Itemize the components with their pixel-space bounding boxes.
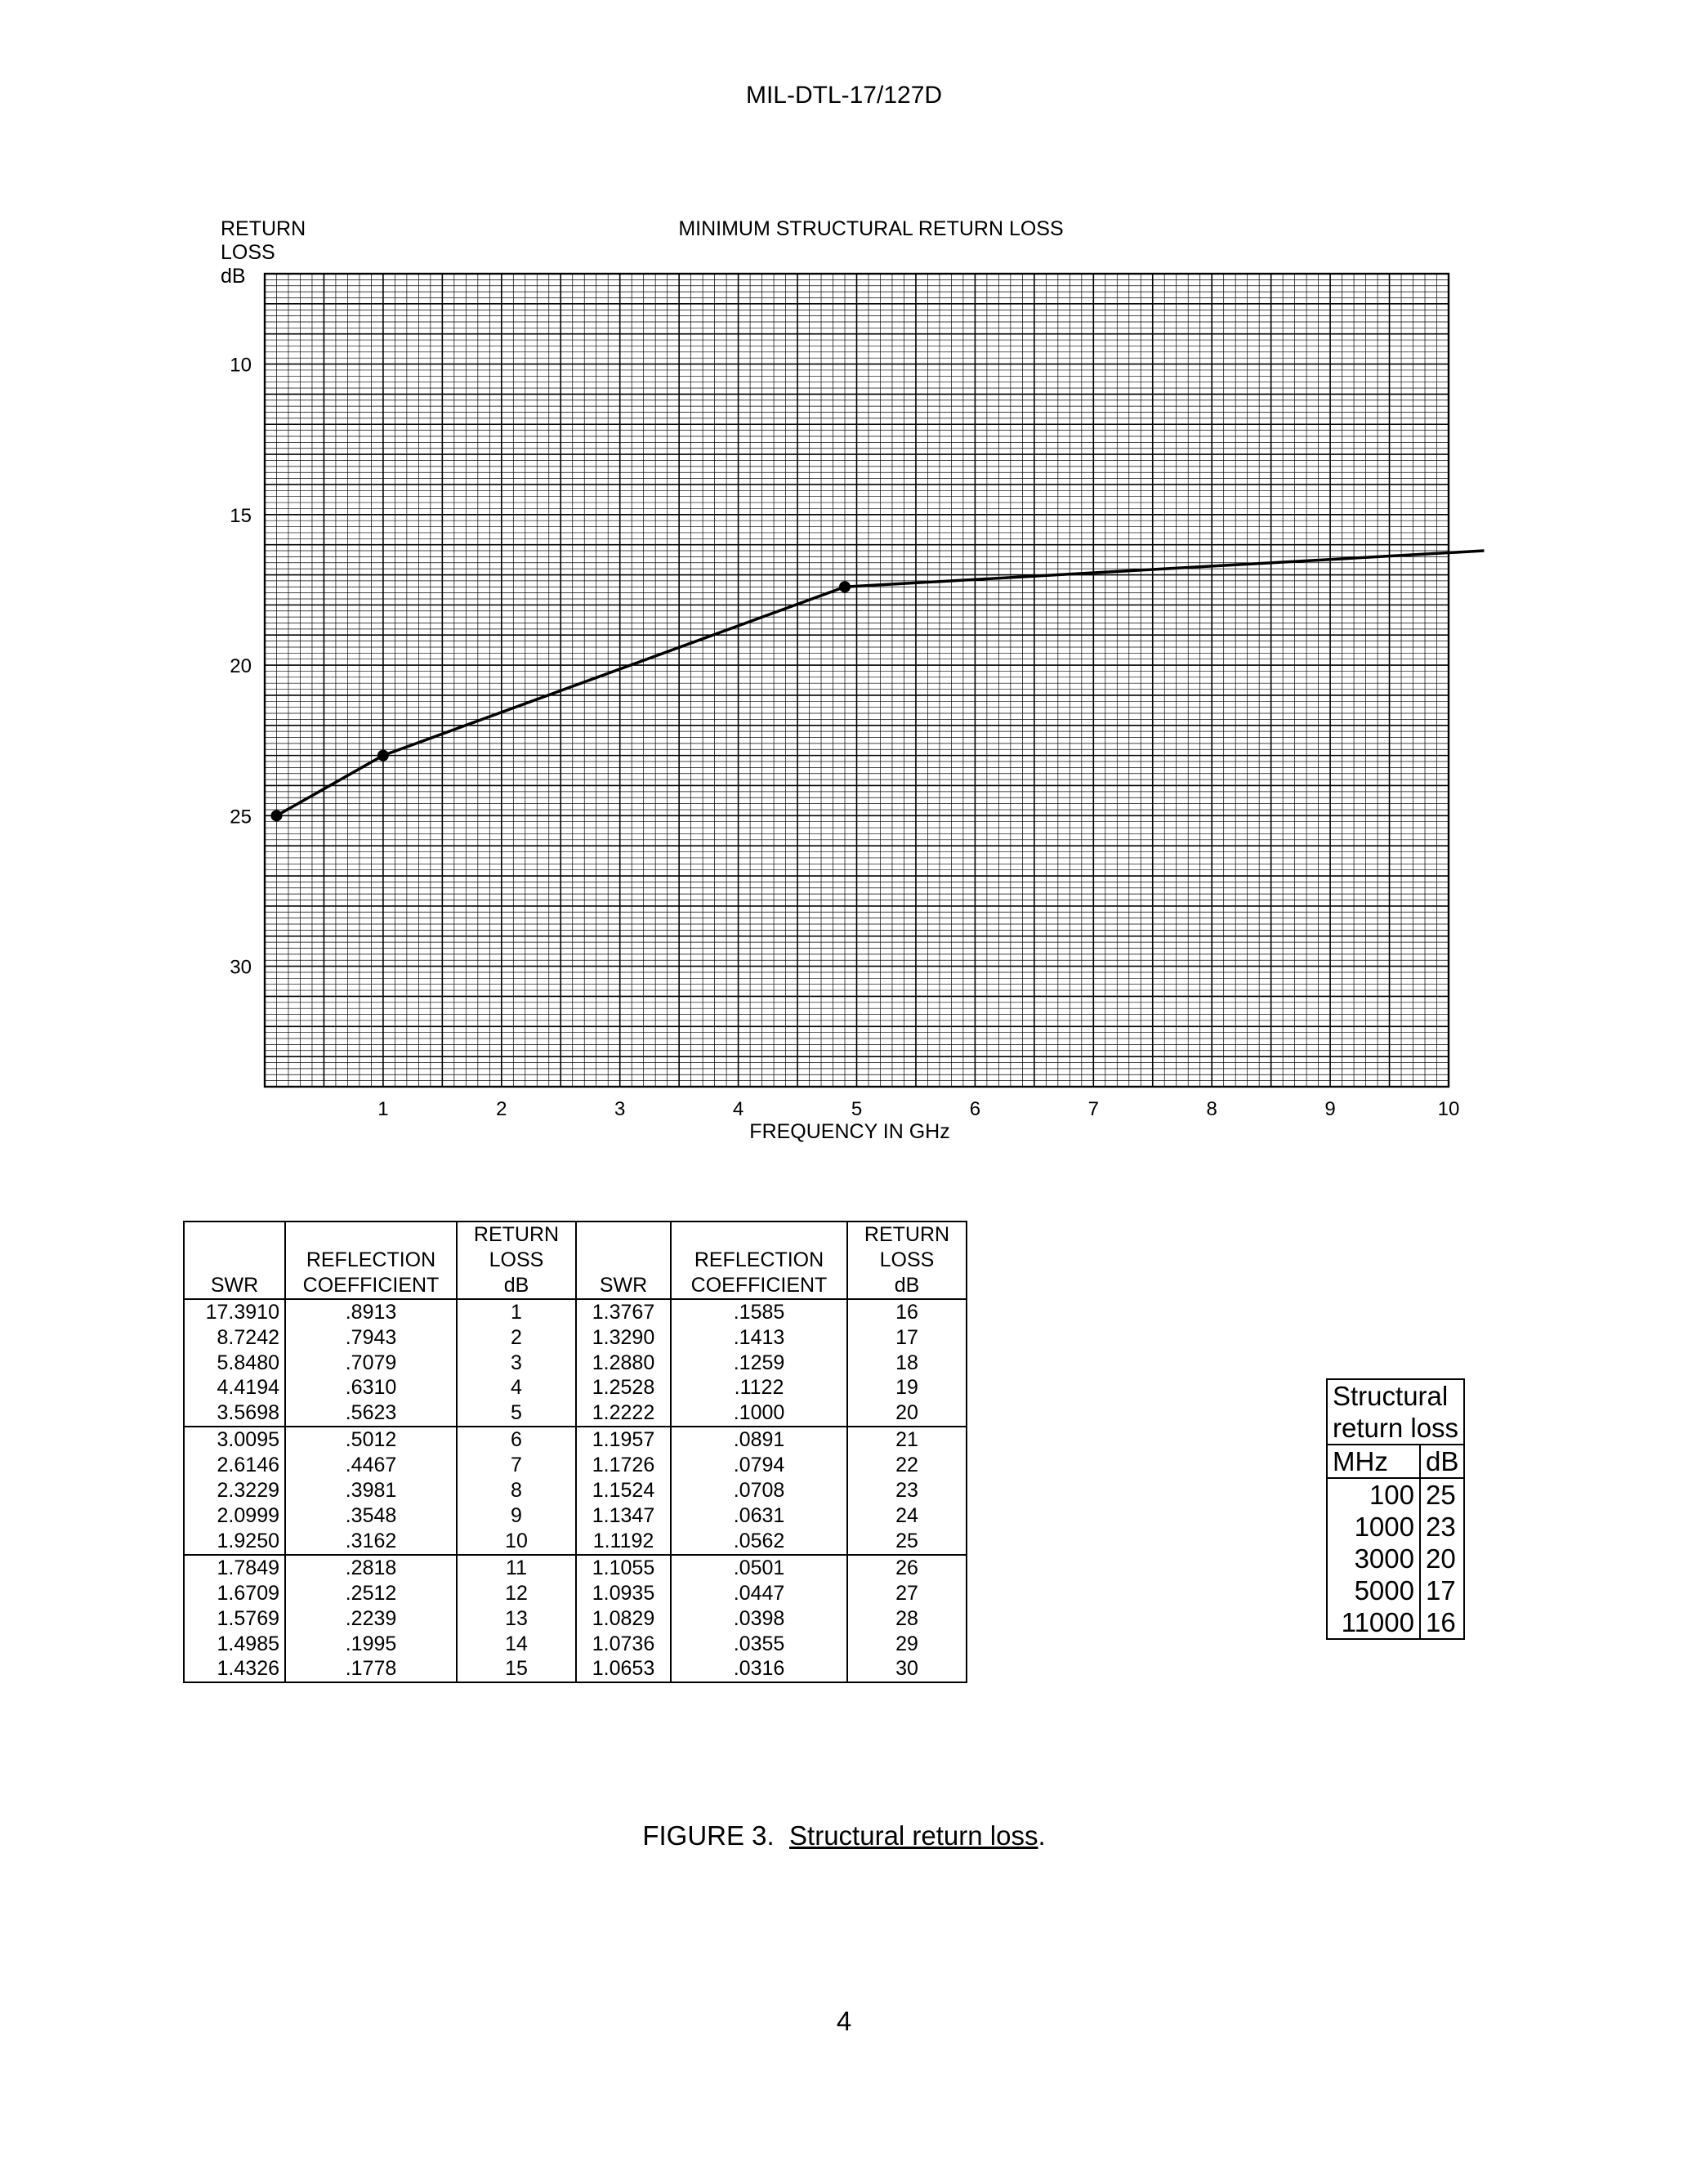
spec-table-cell: 3000: [1327, 1543, 1420, 1574]
document-id-header: MIL-DTL-17/127D: [745, 82, 943, 109]
data-point-marker: [839, 581, 851, 592]
table-cell: 27: [847, 1581, 967, 1606]
spec-table-row: [1327, 1606, 1464, 1639]
table-cell: 2.6146: [184, 1453, 285, 1478]
table-cell: .2818: [285, 1555, 457, 1581]
table-cell: 1.1726: [576, 1453, 671, 1478]
table-header-text: REFLECTION: [306, 1248, 436, 1271]
figure-label: FIGURE 3.: [642, 1820, 775, 1851]
table-cell: 8.7242: [184, 1325, 285, 1351]
table-cell: .0355: [671, 1632, 847, 1657]
table-header-text: dB: [894, 1273, 920, 1297]
table-cell: 2.0999: [184, 1503, 285, 1529]
table-cell: 1.0829: [576, 1606, 671, 1632]
table-row: [184, 1632, 967, 1657]
spec-caption-line-2: return loss: [1333, 1413, 1459, 1443]
table-cell: 1.0736: [576, 1632, 671, 1657]
table-header-row: [184, 1222, 967, 1299]
spec-col-db: dB: [1420, 1445, 1464, 1478]
table-row: [184, 1453, 967, 1478]
table-cell: 1.9250: [184, 1529, 285, 1555]
table-header-text: dB: [503, 1273, 529, 1297]
spec-table-cell: 17: [1420, 1574, 1464, 1606]
table-cell: .1585: [671, 1299, 847, 1325]
x-tick-label: 5: [851, 1098, 863, 1120]
table-cell: .1413: [671, 1325, 847, 1351]
y-axis-label-line: LOSS: [221, 241, 275, 264]
table-cell: 5.8480: [184, 1351, 285, 1376]
table-cell: .5623: [285, 1400, 457, 1427]
table-cell: 12: [457, 1581, 576, 1606]
table-cell: 1.2880: [576, 1351, 671, 1376]
spec-table-body: [1327, 1478, 1464, 1639]
y-tick-label: 25: [230, 806, 252, 828]
table-cell: 18: [847, 1351, 967, 1376]
table-header-cell: [184, 1222, 285, 1299]
table-row: [184, 1299, 967, 1325]
table-cell: .7079: [285, 1351, 457, 1376]
chart-series: [270, 551, 1484, 821]
table-cell: 1.1347: [576, 1503, 671, 1529]
spec-table-row: [1327, 1478, 1464, 1511]
table-cell: 1.7849: [184, 1555, 285, 1581]
spec-table-caption: [1327, 1379, 1464, 1445]
spec-table-cell: 1000: [1327, 1511, 1420, 1543]
table-cell: 2: [457, 1325, 576, 1351]
table-cell: .1122: [671, 1375, 847, 1400]
table-cell: 14: [457, 1632, 576, 1657]
table-row: [184, 1529, 967, 1555]
table-cell: 23: [847, 1478, 967, 1503]
table-cell: 26: [847, 1555, 967, 1581]
table-cell: 10: [457, 1529, 576, 1555]
table-cell: 1.1957: [576, 1427, 671, 1453]
table-cell: 20: [847, 1400, 967, 1427]
table-cell: .1995: [285, 1632, 457, 1657]
table-cell: 19: [847, 1375, 967, 1400]
table-cell: 1.4326: [184, 1656, 285, 1682]
table-cell: 4: [457, 1375, 576, 1400]
table-cell: .0562: [671, 1529, 847, 1555]
table-cell: 1.5769: [184, 1606, 285, 1632]
x-tick-label: 9: [1324, 1098, 1336, 1120]
table-cell: .6310: [285, 1375, 457, 1400]
y-tick-label: 30: [230, 956, 252, 979]
table-row: [184, 1555, 967, 1581]
table-cell: .4467: [285, 1453, 457, 1478]
table-cell: 4.4194: [184, 1375, 285, 1400]
table-cell: 15: [457, 1656, 576, 1682]
page-number: 4: [836, 2006, 852, 2036]
table-row: [184, 1656, 967, 1682]
swr-conversion-table: [183, 1221, 967, 1683]
table-row: [184, 1325, 967, 1351]
table-header-cell: [576, 1222, 671, 1299]
table-header-text: SWR: [599, 1273, 648, 1297]
y-axis-label: [221, 217, 306, 288]
spec-table-cell: 23: [1420, 1511, 1464, 1543]
table-header-text: LOSS: [879, 1248, 935, 1271]
table-cell: 1.3290: [576, 1325, 671, 1351]
spec-col-mhz: MHz: [1327, 1445, 1420, 1478]
figure-caption-period: .: [1038, 1820, 1046, 1851]
chart-grid: [265, 274, 1449, 1087]
x-tick-label: 2: [496, 1098, 507, 1120]
table-cell: 1.1524: [576, 1478, 671, 1503]
table-header-text: RETURN: [864, 1223, 950, 1246]
table-cell: 7: [457, 1453, 576, 1478]
table-row: [184, 1503, 967, 1529]
table-cell: 1.0653: [576, 1656, 671, 1682]
x-tick-label: 8: [1206, 1098, 1217, 1120]
table-cell: 29: [847, 1632, 967, 1657]
table-cell: 1.2528: [576, 1375, 671, 1400]
table-cell: .3548: [285, 1503, 457, 1529]
y-tick-label: 15: [230, 504, 252, 527]
structural-return-loss-spec-table: [1326, 1378, 1465, 1640]
table-cell: 30: [847, 1656, 967, 1682]
x-tick-label: 10: [1437, 1098, 1460, 1120]
table-cell: .0891: [671, 1427, 847, 1453]
y-tick-label: 10: [230, 354, 252, 377]
table-cell: .0501: [671, 1555, 847, 1581]
x-tick-label: 4: [732, 1098, 744, 1120]
table-cell: 1.1055: [576, 1555, 671, 1581]
table-cell: .7943: [285, 1325, 457, 1351]
table-cell: 2.3229: [184, 1478, 285, 1503]
table-cell: .0316: [671, 1656, 847, 1682]
chart-title: MINIMUM STRUCTURAL RETURN LOSS: [678, 217, 1064, 240]
table-cell: 1.2222: [576, 1400, 671, 1427]
spec-table-row: [1327, 1511, 1464, 1543]
table-cell: 3.5698: [184, 1400, 285, 1427]
x-tick-label: 3: [614, 1098, 626, 1120]
table-cell: 16: [847, 1299, 967, 1325]
table-cell: 17: [847, 1325, 967, 1351]
table-cell: .3162: [285, 1529, 457, 1555]
table-header-text: COEFFICIENT: [302, 1273, 440, 1297]
data-point-marker: [270, 810, 282, 821]
table-cell: 21: [847, 1427, 967, 1453]
table-cell: 1.6709: [184, 1581, 285, 1606]
table-row: [184, 1375, 967, 1400]
table-cell: 24: [847, 1503, 967, 1529]
table-cell: 5: [457, 1400, 576, 1427]
y-axis-label-line: dB: [221, 265, 246, 288]
table-cell: 17.3910: [184, 1299, 285, 1325]
table-header-text: REFLECTION: [694, 1248, 824, 1271]
table-cell: .1259: [671, 1351, 847, 1376]
table-cell: .1778: [285, 1656, 457, 1682]
table-cell: 28: [847, 1606, 967, 1632]
table-cell: 6: [457, 1427, 576, 1453]
table-cell: 11: [457, 1555, 576, 1581]
x-tick-label: 7: [1087, 1098, 1099, 1120]
table-cell: 9: [457, 1503, 576, 1529]
table-cell: .1000: [671, 1400, 847, 1427]
table-row: [184, 1478, 967, 1503]
table-header-cell: [671, 1222, 847, 1299]
table-header-text: RETURN: [473, 1223, 560, 1246]
data-point-marker: [377, 750, 389, 761]
table-header-cell: [847, 1222, 967, 1299]
table-cell: .5012: [285, 1427, 457, 1453]
x-axis-label: FREQUENCY IN GHz: [749, 1120, 950, 1143]
spec-table-row: [1327, 1574, 1464, 1606]
table-cell: .2239: [285, 1606, 457, 1632]
table-row: [184, 1581, 967, 1606]
table-cell: .2512: [285, 1581, 457, 1606]
x-tick-label: 6: [969, 1098, 981, 1120]
table-cell: .0794: [671, 1453, 847, 1478]
table-cell: 8: [457, 1478, 576, 1503]
table-cell: 1.3767: [576, 1299, 671, 1325]
spec-table-cell: 100: [1327, 1478, 1420, 1511]
spec-table-cell: 25: [1420, 1478, 1464, 1511]
table-cell: 1.1192: [576, 1529, 671, 1555]
table-row: [184, 1427, 967, 1453]
spec-table-cell: 5000: [1327, 1574, 1420, 1606]
figure-caption: [0, 1820, 1688, 1851]
x-tick-label: 1: [377, 1098, 389, 1120]
table-cell: 1: [457, 1299, 576, 1325]
spec-caption-line-1: Structural: [1333, 1381, 1449, 1411]
y-tick-label: 20: [230, 655, 252, 678]
table-cell: .0708: [671, 1478, 847, 1503]
table-cell: .3981: [285, 1478, 457, 1503]
table-header-cell: [285, 1222, 457, 1299]
table-cell: 3.0095: [184, 1427, 285, 1453]
table-row: [184, 1351, 967, 1376]
spec-table-cell: 16: [1420, 1606, 1464, 1639]
table-cell: 3: [457, 1351, 576, 1376]
table-cell: .0398: [671, 1606, 847, 1632]
table-row: [184, 1400, 967, 1427]
table-cell: .0631: [671, 1503, 847, 1529]
table-header-text: LOSS: [489, 1248, 544, 1271]
table-body: [184, 1299, 967, 1683]
table-cell: 1.0935: [576, 1581, 671, 1606]
table-cell: 25: [847, 1529, 967, 1555]
table-cell: 13: [457, 1606, 576, 1632]
table-cell: .0447: [671, 1581, 847, 1606]
table-cell: 1.4985: [184, 1632, 285, 1657]
table-cell: .8913: [285, 1299, 457, 1325]
figure-title: Structural return loss: [789, 1820, 1038, 1851]
spec-table-cell: 11000: [1327, 1606, 1420, 1639]
table-header-text: SWR: [210, 1273, 259, 1297]
y-axis-label-line: RETURN: [221, 217, 306, 240]
table-header-cell: [457, 1222, 576, 1299]
table-row: [184, 1606, 967, 1632]
table-cell: 22: [847, 1453, 967, 1478]
table-header-text: COEFFICIENT: [690, 1273, 828, 1297]
spec-table-row: [1327, 1543, 1464, 1574]
spec-table-cell: 20: [1420, 1543, 1464, 1574]
